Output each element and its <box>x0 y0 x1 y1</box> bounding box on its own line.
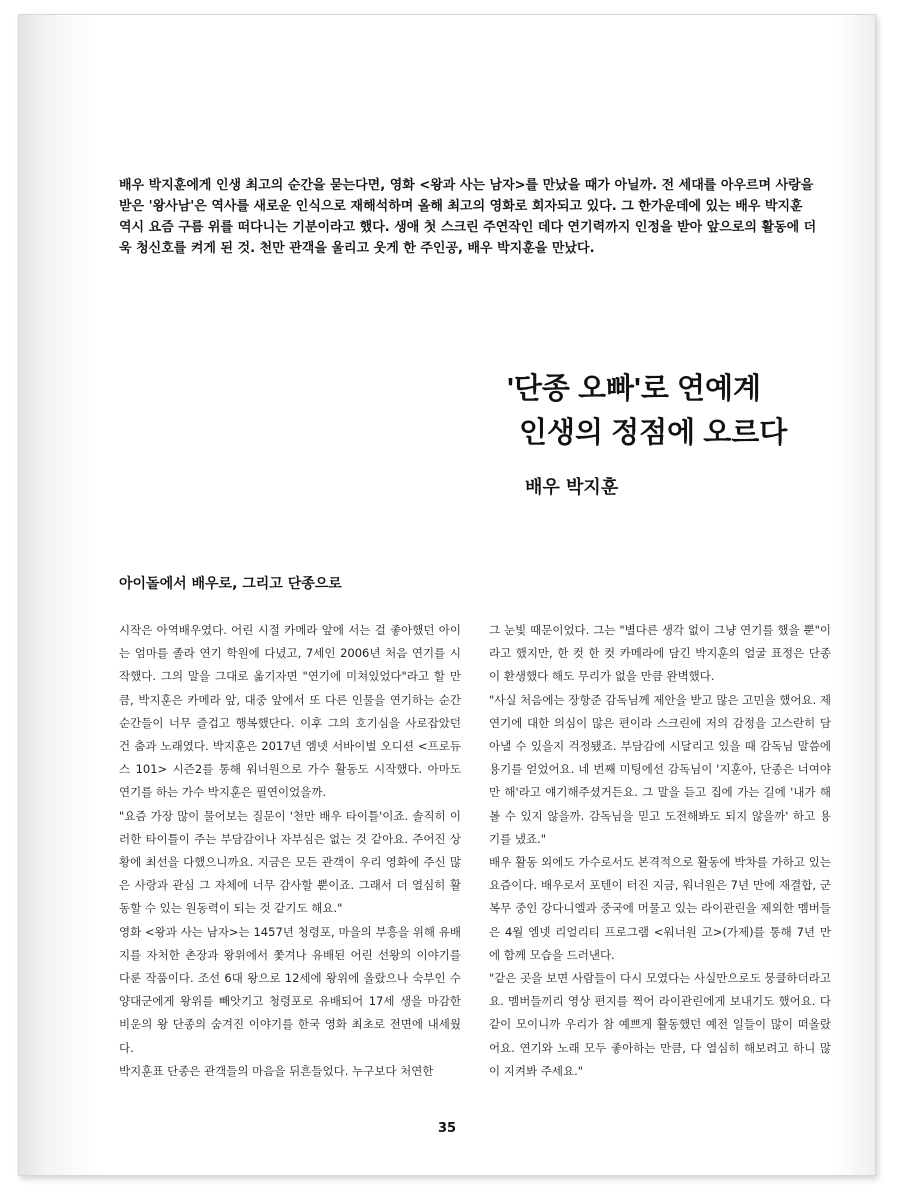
body-paragraph: "사실 처음에는 장항준 감독님께 제안을 받고 많은 고민을 했어요. 제 연기에 대한 의심이 많은 편이라 스크린에 저의 감정을 고스란히 담아낼 수 있을지 걱정됐죠. 부담감에 시달리고 있을 때 감독님 말씀에 용기를 얻었어요. 네 번째 미팅에선 감독님이 '지훈아, 단종은 너여야만 해'라고 얘기해주셨거든요. 그 말을 듣고 집에 가는 길에 '내가 해볼 수 있지 않을까. 감독님을 믿고 도전해봐도 되지 않을까' 하고 용기를 냈죠." <box>489 692 831 846</box>
body-paragraph: 배우 활동 외에도 가수로서도 본격적으로 활동에 박차를 가하고 있는 요즘이다. 배우로서 포텐이 터진 지금, 워너원은 7년 만에 재결합, 군 복무 중인 강다니엘과 중국에 머물고 있는 라이관린을 제외한 멤버들은 4월 엠넷 리얼리티 프로그램 <워너원 고>(가제)를 통해 7년 만에 함께 모습을 드러낸다. <box>489 855 831 962</box>
headline-line-2: 인생의 정점에 오르다 <box>519 417 788 449</box>
headline-line-1: '단종 오빠'로 연예계 <box>507 373 762 405</box>
body-paragraph: 영화 <왕과 사는 남자>는 1457년 청령포, 마을의 부흥을 위해 유배지를 자처한 촌장과 왕위에서 쫓겨나 유배된 어린 선왕의 이야기를 다룬 작품이다. 조선 6대 왕으로 12세에 왕위에 올랐으나 숙부인 수양대군에게 왕위를 빼앗기고 청령포로 유배되어 17세 생을 마감한 비운의 왕 단종의 숨겨진 이야기를 한국 영화 최초로 전면에 내세웠다. <box>119 924 461 1055</box>
body-column-left <box>119 619 461 1083</box>
article-headline <box>507 367 847 499</box>
body-paragraph: 그 눈빛 때문이었다. 그는 "별다른 생각 없이 그냥 연기를 했을 뿐"이라고 했지만, 한 컷 한 컷 카메라에 담긴 박지훈의 얼굴 표정은 단종이 환생했다 해도 무리가 없을 만큼 완벽했다. <box>489 623 831 684</box>
body-paragraph: 시작은 아역배우였다. 어린 시절 카메라 앞에 서는 걸 좋아했던 아이는 엄마를 졸라 연기 학원에 다녔고, 7세인 2006년 처음 연기를 시작했다. 그의 말을 그대로 옮기자면 "연기에 미쳐있었다"라고 할 만큼, 박지훈은 카메라 앞, 대중 앞에서 또 다른 인물을 연기하는 순간순간들이 너무 즐겁고 행복했단다. 이후 그의 호기심을 사로잡았던 건 춤과 노래였다. 박지훈은 2017년 엠넷 서바이벌 오디션 <프로듀스 101> 시즌2를 통해 워너원으로 가수 활동도 시작했다. 아마도 연기를 하는 가수 박지훈은 필연이었을까. <box>119 623 461 800</box>
page-binding-shadow <box>19 15 99 1175</box>
body-paragraph: "요즘 가장 많이 물어보는 질문이 '천만 배우 타이틀'이죠. 솔직히 이러한 타이틀이 주는 부담감이나 자부심은 없는 것 같아요. 주어진 상황에 최선을 다했으니까요. 지금은 모든 관객이 우리 영화에 주신 많은 사랑과 관심 그 자체에 너무 감사할 뿐이죠. 그래서 더 열심히 활동할 수 있는 원동력이 되는 것 같기도 해요." <box>119 808 461 916</box>
page-number: 35 <box>437 1121 457 1136</box>
lead-paragraph: 배우 박지훈에게 인생 최고의 순간을 묻는다면, 영화 <왕과 사는 남자>를 만났을 때가 아닐까. 전 세대를 아우르며 사랑을 받은 '왕사남'은 역사를 새로운 인식으로 재해석하며 올해 최고의 영화로 회자되고 있다. 그 한가운데에 있는 배우 박지훈 역시 요즘 구름 위를 떠다니는 기분이라고 했다. 생애 첫 스크린 주연작인 데다 연기력까지 인정을 받아 앞으로의 활동에 더욱 청신호를 켜게 된 것. 천만 관객을 울리고 웃게 한 주인공, 배우 박지훈을 만났다. <box>119 178 817 256</box>
page-edge-shadow <box>835 15 875 1175</box>
interviewee-name: 배우 박지훈 <box>525 477 619 498</box>
section-subheading: 아이돌에서 배우로, 그리고 단종으로 <box>119 576 342 592</box>
magazine-page <box>18 14 876 1176</box>
body-paragraph: "같은 곳을 보면 사람들이 다시 모였다는 사실만으로도 뭉클하더라고요. 멤버들끼리 영상 편지를 찍어 라이관린에게 보내기도 했어요. 다 같이 모이니까 우리가 참 예쁘게 활동했던 예전 일들이 많이 떠올랐어요. 연기와 노래 모두 좋아하는 만큼, 다 열심히 해보려고 하니 많이 지켜봐 주세요." <box>489 971 831 1078</box>
body-paragraph: 박지훈표 단종은 관객들의 마음을 뒤흔들었다. 누구보다 처연한 <box>119 1063 434 1078</box>
body-column-right <box>489 619 831 1083</box>
